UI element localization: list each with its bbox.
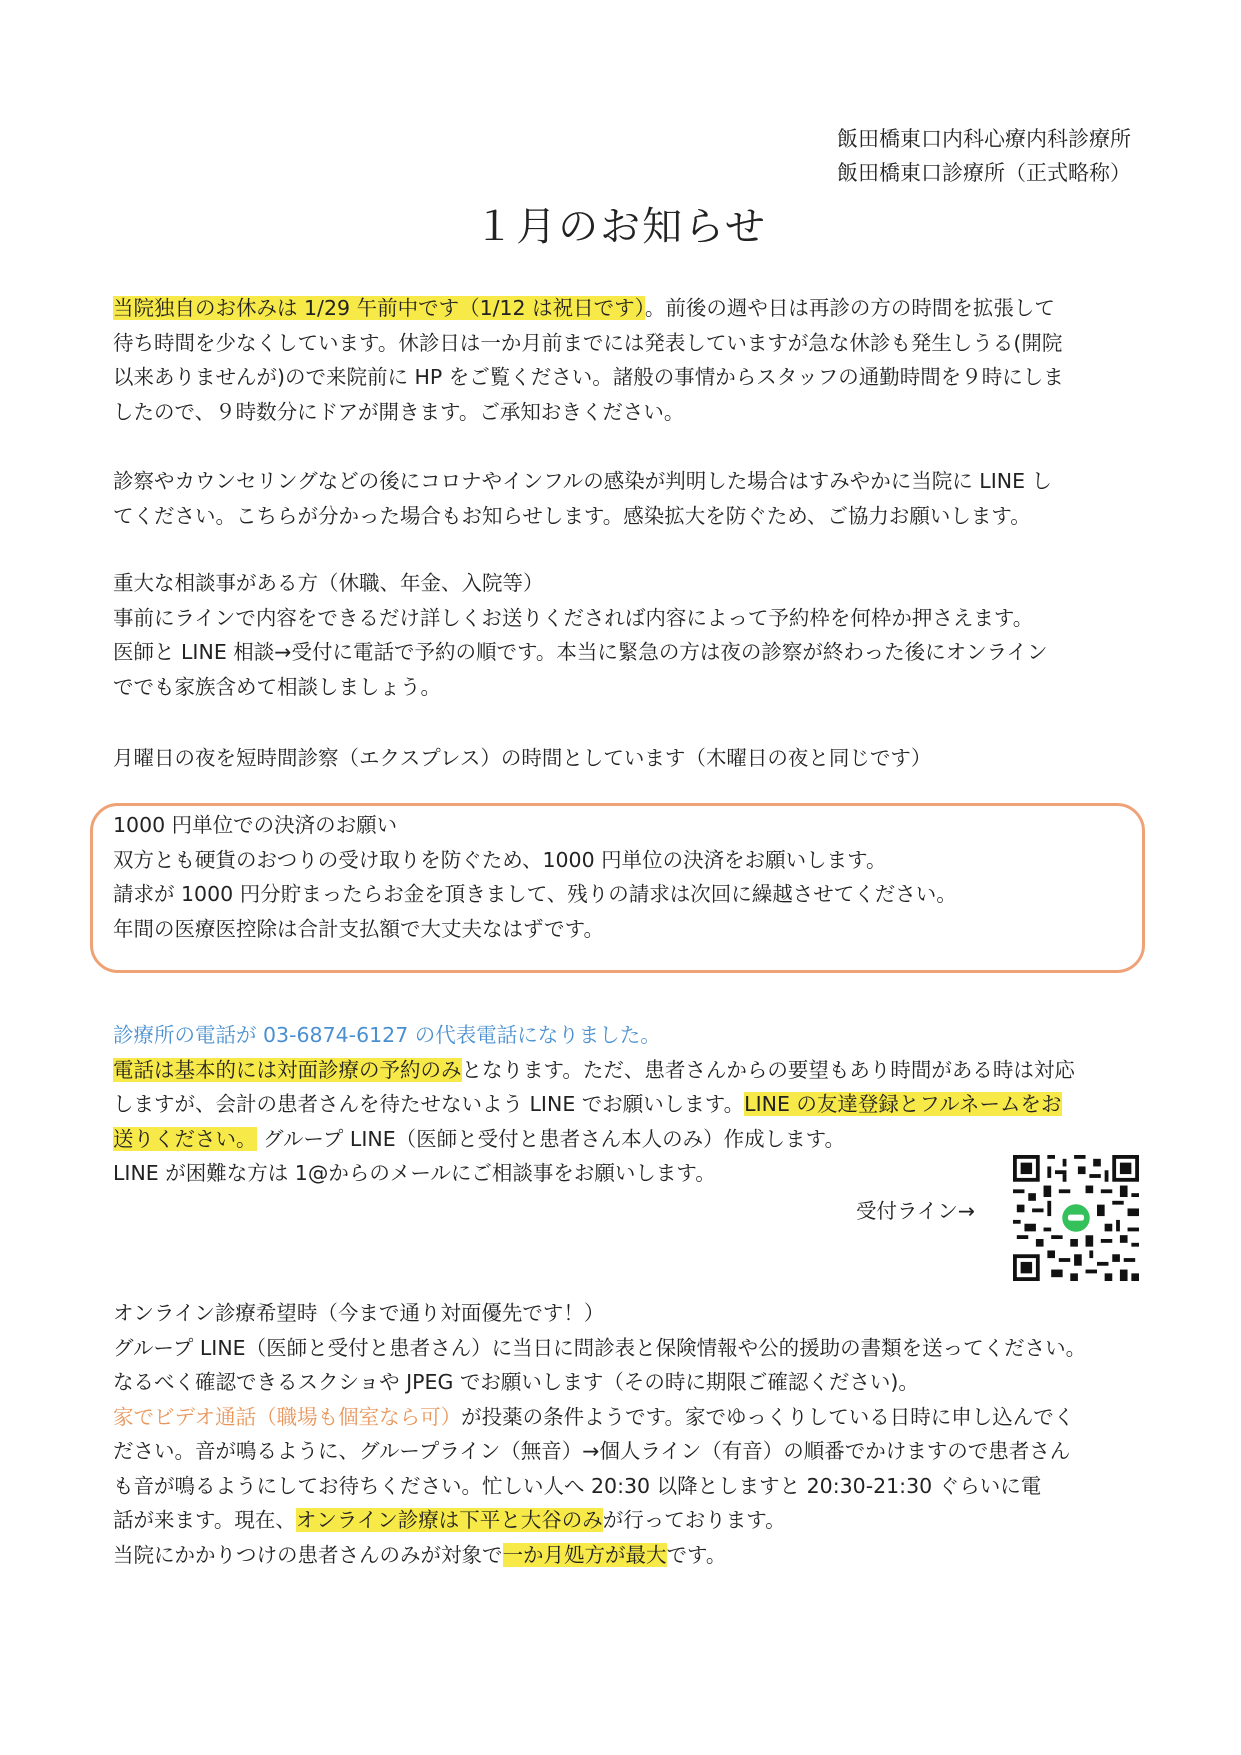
online-text-2: なるべく確認できるスクショや JPEG でお願いします（その時に期限ご確認ください)。 <box>113 1370 919 1394</box>
online-text-7: が行っております。 <box>602 1508 786 1532</box>
online-heading: オンライン診療希望時（今まで通り対面優先です！） <box>113 1301 605 1325</box>
phone-highlight-2: LINE の友達登録とフルネームをお <box>744 1092 1062 1116</box>
phone-paragraph <box>113 1018 1128 1191</box>
consultation-text-2: 医師と LINE 相談→受付に電話で予約の順です。本当に緊急の方は夜の診察が終わった後にオンライン <box>113 640 1048 664</box>
payment-text-2: 請求が 1000 円分貯まったらお金を頂きまして、残りの請求は次回に繰越させてください。 <box>113 882 957 906</box>
online-paragraph <box>113 1296 1128 1572</box>
holiday-paragraph <box>113 291 1128 429</box>
clinic-short-name: 飯田橋東口診療所（正式略称） <box>837 161 1131 185</box>
online-text-8: 当院にかかりつけの患者さんのみが対象で <box>113 1542 503 1567</box>
phone-text-3: グループ LINE（医師と受付と患者さん本人のみ）作成します。 <box>256 1126 846 1151</box>
clinic-name-block <box>837 122 1131 190</box>
consultation-text-3: ででも家族含めて相談しましょう。 <box>113 674 441 699</box>
online-text-1: グループ LINE（医師と受付と患者さん）に当日に問診表と保険情報や公的援助の書類を送ってください。 <box>113 1335 1087 1360</box>
infection-text-2: てください。こちらが分かった場合もお知らせします。感染拡大を防ぐため、ご協力お願いします。 <box>113 503 1031 528</box>
online-text-3: が投薬の条件ようです。家でゆっくりしている日時に申し込んでく <box>461 1404 1075 1429</box>
holiday-text-3: 以来ありませんが)ので来院前に HP をご覧ください。諸般の事情からスタッフの通勤時間を９時にしま <box>113 365 1064 389</box>
reception-line-label: 受付ライン→ <box>856 1199 976 1223</box>
online-text-6: 話が来ます。現在、 <box>113 1508 296 1532</box>
phone-text-1: となります。ただ、患者さんからの要望もあり時間がある時は対応 <box>461 1057 1075 1082</box>
phone-highlight-3: 送りください。 <box>113 1126 257 1151</box>
online-text-9: です。 <box>666 1542 727 1567</box>
consultation-heading: 重大な相談事がある方（休職、年金、入院等） <box>113 571 544 595</box>
prescription-limit-highlight: 一か月処方が最大 <box>502 1542 667 1567</box>
line-qr-code-icon[interactable] <box>1013 1155 1139 1281</box>
phone-highlight-1: 電話は基本的には対面診療の予約のみ <box>113 1057 462 1082</box>
payment-text-1: 双方とも硬貨のおつりの受け取りを防ぐため、1000 円単位の決済をお願いします。 <box>113 847 887 872</box>
online-text-4: ださい。音が鳴るように、グループライン（無音）→個人ライン（有音）の順番でかけますので患者さん <box>113 1439 1071 1463</box>
holiday-text-2: 待ち時間を少なくしています。休診日は一か月前までには発表していますが急な休診も発生しうる(開院 <box>113 330 1063 355</box>
holiday-text-1: 。前後の週や日は再診の方の時間を拡張して <box>644 296 1055 320</box>
consultation-paragraph <box>113 566 1128 704</box>
clinic-full-name: 飯田橋東口内科心療内科診療所 <box>837 127 1131 151</box>
holiday-highlight: 当院独自のお休みは 1/29 午前中です（1/12 は祝日です） <box>113 296 645 320</box>
holiday-text-4: したので、９時数分にドアが開きます。ご承知おきください。 <box>113 399 685 424</box>
phone-text-4: LINE が困難な方は 1@からのメールにご相談事をお願いします。 <box>113 1161 716 1185</box>
page-title: １月のお知らせ <box>474 204 767 250</box>
online-doctors-highlight: オンライン診療は下平と大谷のみ <box>295 1508 603 1532</box>
consultation-text-1: 事前にラインで内容をできるだけ詳しくお送りくだされば内容によって予約枠を何枠か押さえます。 <box>113 605 1034 630</box>
phone-number-note: 診療所の電話が 03-6874-6127 の代表電話になりました。 <box>113 1023 661 1047</box>
phone-text-2: しますが、会計の患者さんを待たせないよう LINE でお願いします。 <box>113 1092 745 1116</box>
infection-text-1: 診察やカウンセリングなどの後にコロナやインフルの感染が判明した場合はすみやかに当院に LINE し <box>113 469 1053 493</box>
payment-text-3: 年間の医療医控除は合計支払額で大丈夫なはずです。 <box>113 916 604 941</box>
payment-notice <box>113 808 1128 946</box>
monday-express-note: 月曜日の夜を短時間診察（エクスプレス）の時間としています（木曜日の夜と同じです） <box>113 746 932 770</box>
payment-heading: 1000 円単位での決済のお願い <box>113 813 398 837</box>
infection-paragraph <box>113 464 1128 533</box>
online-text-5: も音が鳴るようにしてお待ちください。忙しい人へ 20:30 以降としますと 20:30-21:30 ぐらいに電 <box>113 1473 1042 1498</box>
video-call-condition: 家でビデオ通話（職場も個室なら可） <box>113 1404 462 1429</box>
